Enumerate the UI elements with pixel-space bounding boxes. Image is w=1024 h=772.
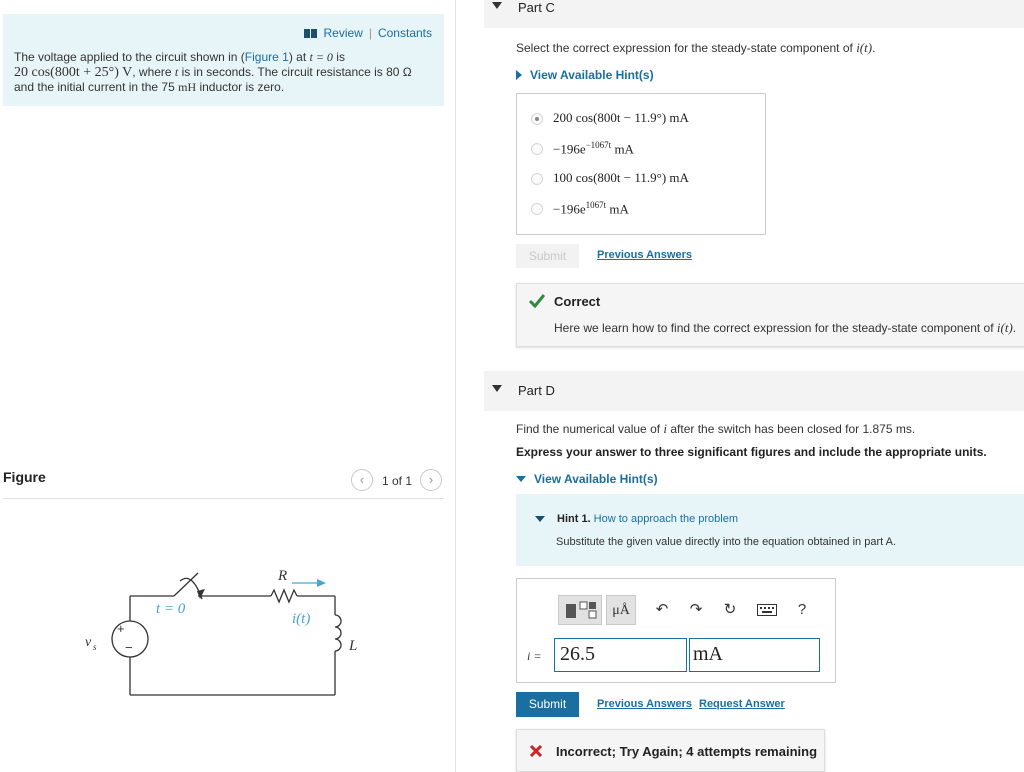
resistor-symbol	[271, 590, 297, 602]
redo-icon[interactable]: ↷	[689, 601, 703, 618]
panel-divider	[455, 0, 456, 772]
part-d-previous-answers-link[interactable]: Previous Answers	[597, 698, 692, 710]
collapse-triangle-icon[interactable]	[535, 516, 545, 522]
part-c-choices: 200 cos(800t − 11.9°) mA $-196e^{-1067t}$ mA 100 cos(800t − 11.9°) mA $-196e^{1067t}$ mA	[516, 93, 766, 235]
inductor-label: L	[349, 638, 358, 654]
part-d-hint-link[interactable]: View Available Hint(s)	[516, 472, 658, 486]
close-x-icon	[530, 745, 542, 757]
current-arrow-head	[317, 579, 326, 587]
part-c-prompt: Select the correct expression for the steady-state component of i(t).	[516, 40, 876, 55]
problem-statement-panel	[3, 14, 444, 106]
radio-icon[interactable]	[531, 173, 543, 185]
chevron-right-icon: ›	[428, 472, 434, 487]
source-plus-label: +	[117, 621, 125, 636]
inductor-symbol	[335, 615, 341, 651]
template-button[interactable]	[558, 595, 602, 625]
feedback-title: Incorrect; Try Again; 4 attempts remaining	[556, 744, 818, 759]
collapse-triangle-icon	[492, 2, 502, 9]
constants-link[interactable]: Constants	[377, 26, 432, 40]
figure-divider	[3, 498, 444, 499]
undo-icon[interactable]: ↶	[655, 601, 669, 618]
collapse-triangle-icon	[516, 476, 526, 482]
figure-prev-button[interactable]	[351, 469, 373, 491]
reset-icon[interactable]: ↻	[723, 601, 737, 618]
problem-text	[14, 50, 434, 95]
figure-pager	[347, 469, 444, 493]
hint-panel	[516, 494, 1024, 566]
answer-label: i =	[527, 649, 542, 663]
problem-line-3: and the initial current in the 75 mH inductor is zero.	[14, 80, 285, 94]
feedback-body: Here we learn how to find the correct expression for the steady-state component of i(t).	[554, 320, 1017, 335]
part-c-hint-link[interactable]: View Available Hint(s)	[516, 68, 654, 82]
answer-value-input[interactable]: 26.5	[554, 638, 687, 672]
switch-time-label: t = 0	[156, 601, 186, 617]
checkmark-icon	[529, 294, 545, 308]
answer-entry-box	[516, 578, 836, 683]
template-icon	[560, 596, 600, 624]
part-c-previous-answers-link[interactable]: Previous Answers	[597, 249, 692, 261]
request-answer-link[interactable]: Request Answer	[699, 698, 785, 710]
feedback-title: Correct	[554, 294, 601, 309]
radio-icon[interactable]	[531, 203, 543, 215]
part-d-title: Part D	[518, 383, 555, 398]
part-d-header[interactable]	[484, 371, 1024, 411]
hint-body: Substitute the given value directly into the equation obtained in part A.	[556, 536, 897, 548]
figure-next-button[interactable]	[420, 469, 442, 491]
part-d-feedback	[516, 729, 825, 772]
part-d-prompt: Find the numerical value of i after the switch has been closed for 1.875 ms.	[516, 421, 916, 436]
expand-triangle-icon	[516, 70, 522, 80]
part-d-submit-button[interactable]: Submit	[516, 692, 579, 717]
keyboard-button[interactable]	[754, 595, 780, 625]
source-minus-label: −	[125, 640, 133, 655]
part-c-header[interactable]	[484, 0, 1024, 28]
figure-link[interactable]: Figure 1	[244, 50, 289, 64]
source-label: v	[85, 635, 92, 650]
circuit-diagram[interactable]	[70, 555, 370, 705]
link-separator: |	[368, 26, 372, 40]
radio-selected-icon[interactable]	[531, 113, 543, 125]
figure-count: 1 of 1	[382, 474, 413, 488]
part-c-title: Part C	[518, 0, 555, 15]
book-icon	[304, 29, 317, 38]
resource-links	[304, 26, 432, 40]
source-subscript: s	[93, 642, 97, 652]
radio-icon[interactable]	[531, 143, 543, 155]
problem-line-1: The voltage applied to the circuit shown in (Figure 1) at t = 0 is	[14, 50, 345, 64]
units-button[interactable]: μÅ	[606, 595, 636, 625]
hint-title: Hint 1. How to approach the problem	[557, 513, 738, 525]
collapse-triangle-icon	[492, 385, 502, 392]
answer-unit-input[interactable]: mA	[689, 638, 820, 672]
math-toolbar	[558, 595, 816, 625]
figure-title: Figure	[3, 469, 46, 485]
part-c-submit-button[interactable]: Submit	[516, 244, 579, 268]
part-d-instruction: Express your answer to three significant figures and include the appropriate units.	[516, 445, 987, 459]
review-link[interactable]: Review	[323, 26, 363, 40]
help-button[interactable]: ?	[797, 601, 807, 618]
part-c-feedback	[516, 283, 1024, 347]
current-label: i(t)	[292, 611, 311, 627]
problem-line-2: 20 cos(800t + 25°) V, where t is in seconds. The circuit resistance is 80 Ω	[14, 65, 412, 80]
keyboard-icon	[757, 604, 777, 616]
chevron-left-icon: ‹	[359, 472, 365, 487]
resistor-label: R	[278, 568, 288, 584]
